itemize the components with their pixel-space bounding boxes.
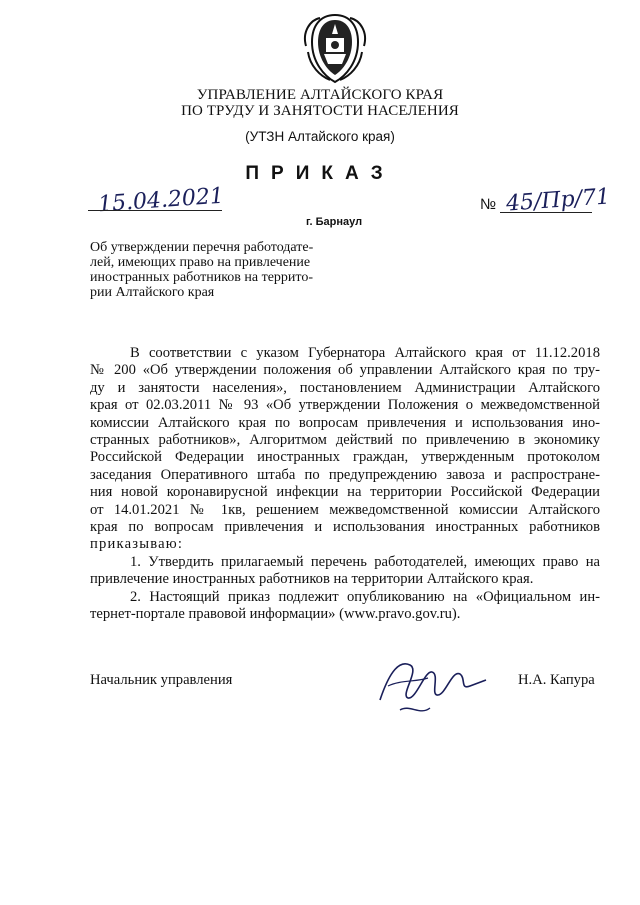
subject-line: иностранных работников на террито-	[90, 270, 314, 285]
body-line: В соответствии с указом Губернатора Алтайского края от 11.12.2018	[130, 345, 600, 361]
document-subject	[90, 240, 350, 300]
body-line: края от 02.03.2011 № 93 «Об утверждении Положения о межведомственной	[90, 397, 600, 414]
body-line: 1. Утвердить прилагаемый перечень работодателей, имеющих право на	[130, 553, 600, 570]
body-line: заседания Оперативного штаба по предупреждению завоза и распростране-	[90, 466, 600, 483]
handwritten-signature	[370, 640, 490, 720]
body-line: ния новой коронавирусной инфекции на территории Российской Федерации	[90, 484, 600, 501]
body-line: ду и занятости населения», постановлением Администрации Алтайского	[90, 379, 600, 396]
city-label: г. Барнаул	[306, 216, 363, 228]
subject-line: лей, имеющих право на привлечение	[90, 255, 311, 270]
date-underline	[88, 210, 222, 211]
body-line: Российской Федерации иностранных граждан, утвержденным протоколом	[90, 449, 600, 466]
signatory-position: Начальник управления	[90, 672, 233, 688]
number-handwritten: 45/Пр/71	[505, 184, 611, 217]
subject-line: рии Алтайского края	[90, 285, 215, 300]
body-line: края по вопросам привлечения и использования иностранных работников	[90, 519, 600, 536]
subject-line: Об утверждении перечня работодате-	[90, 240, 314, 255]
signatory-name: Н.А. Капура	[518, 672, 595, 688]
date-handwritten: 15.04.2021	[97, 183, 225, 218]
coat-of-arms-emblem	[300, 12, 370, 86]
document-body	[90, 345, 600, 624]
body-line-order-word: приказываю:	[90, 536, 184, 553]
number-underline	[500, 212, 592, 213]
organization-name-line1: УПРАВЛЕНИЕ АЛТАЙСКОГО КРАЯ	[196, 87, 444, 103]
body-line: комиссии Алтайского края по вопросам привлечения и использования ино-	[90, 414, 600, 431]
body-line: тернет-портале правовой информации» (www.pravo.gov.ru).	[90, 606, 461, 623]
body-line: от 14.01.2021 № 1кв, решением межведомственной комиссии Алтайского	[90, 501, 600, 518]
organization-abbreviation: (УТЗН Алтайского края)	[245, 129, 395, 144]
organization-name-line2: ПО ТРУДУ И ЗАНЯТОСТИ НАСЕЛЕНИЯ	[181, 103, 459, 119]
document-title: ПРИКАЗ	[245, 163, 395, 184]
body-line: 2. Настоящий приказ подлежит опубликованию на «Официальном ин-	[130, 588, 600, 605]
body-line: № 200 «Об утверждении положения об управлении Алтайского края по тру-	[90, 362, 600, 379]
body-line: странных работников», Алгоритмом действий по привлечению в экономику	[90, 432, 600, 449]
number-sign: №	[480, 196, 497, 213]
body-line: привлечение иностранных работников на территории Алтайского края.	[90, 571, 534, 588]
